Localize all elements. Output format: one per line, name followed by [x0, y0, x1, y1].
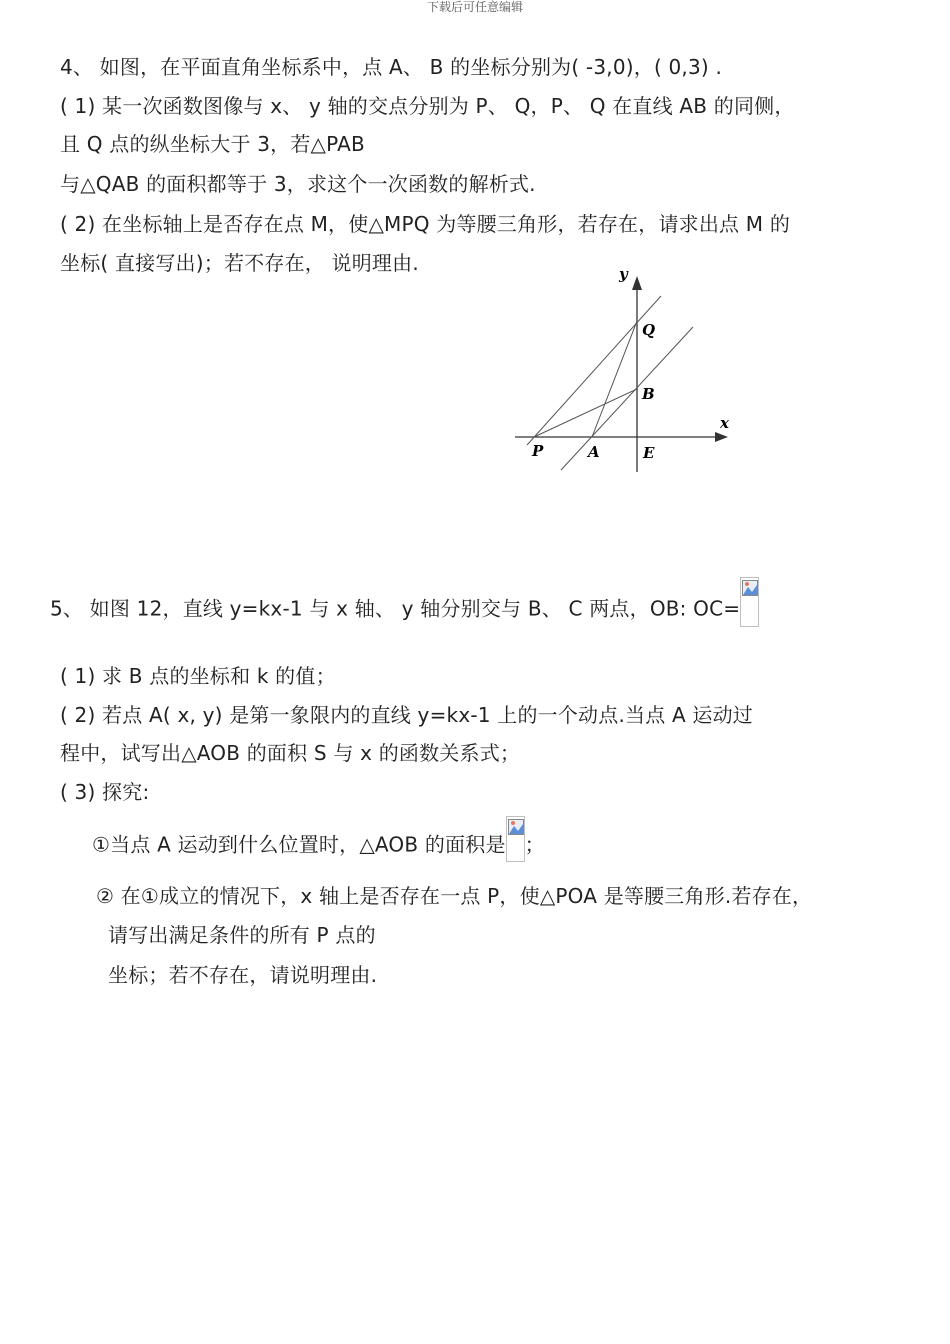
q4-line-2: ( 1) 某一次函数图像与 x、 y 轴的交点分别为 P、 Q，P、 Q 在直线 AB 的同侧， — [60, 94, 795, 118]
label-a: A — [588, 443, 600, 461]
q5-line-5: ( 3) 探究: — [60, 780, 150, 804]
q5-line-3: ( 2) 若点 A( x, y) 是第一象限内的直线 y=kx-1 上的一个动点.当点 A 运动过 — [60, 703, 754, 727]
label-y: y — [619, 265, 628, 283]
q5-line-6a: ①当点 A 运动到什么位置时，△AOB 的面积是 — [92, 832, 506, 857]
label-p: P — [532, 442, 544, 460]
segment-aq — [592, 321, 637, 437]
q5-line-1-text: 5、 如图 12，直线 y=kx-1 与 x 轴、 y 轴分别交与 B、 C 两点，OB: OC= — [50, 596, 741, 621]
q5-line-6 — [92, 830, 545, 862]
q4-line-5: ( 2) 在坐标轴上是否存在点 M，使△MPQ 为等腰三角形，若存在，请求出点 M 的 — [60, 212, 791, 236]
label-b: B — [642, 385, 655, 403]
line-pq — [527, 296, 661, 445]
x-axis-arrow — [715, 432, 728, 442]
segment-pb — [534, 389, 637, 437]
q4-line-4: 与△QAB 的面积都等于 3，求这个一次函数的解析式. — [60, 172, 536, 196]
y-axis-arrow — [632, 276, 642, 290]
q5-line-9: 坐标；若不存在，请说明理由. — [108, 963, 378, 987]
q5-line-8: 请写出满足条件的所有 P 点的 — [108, 923, 376, 947]
q4-line-6: 坐标( 直接写出)；若不存在， 说明理由. — [60, 251, 419, 275]
q5-line-6b: ； — [524, 832, 545, 857]
q5-line-7: ② 在①成立的情况下，x 轴上是否存在一点 P，使△POA 是等腰三角形.若存在， — [96, 884, 813, 908]
q4-line-1: 4、 如图，在平面直角坐标系中，点 A、 B 的坐标分别为( -3,0)，( 0,3) . — [60, 55, 723, 79]
label-e: E — [643, 444, 655, 462]
q5-line-2: ( 1) 求 B 点的坐标和 k 的值； — [60, 664, 336, 688]
broken-image-icon — [506, 816, 525, 862]
label-q: Q — [642, 321, 656, 339]
broken-image-icon — [740, 577, 759, 627]
q5-line-4: 程中，试写出△AOB 的面积 S 与 x 的函数关系式； — [60, 741, 521, 765]
q4-line-3: 且 Q 点的纵坐标大于 3，若△PAB — [60, 132, 365, 156]
coordinate-figure — [505, 262, 745, 477]
label-x: x — [720, 414, 729, 432]
line-ab — [561, 327, 693, 470]
q5-line-1 — [50, 593, 759, 627]
page-header: 下载后可任意编辑 — [426, 0, 523, 14]
